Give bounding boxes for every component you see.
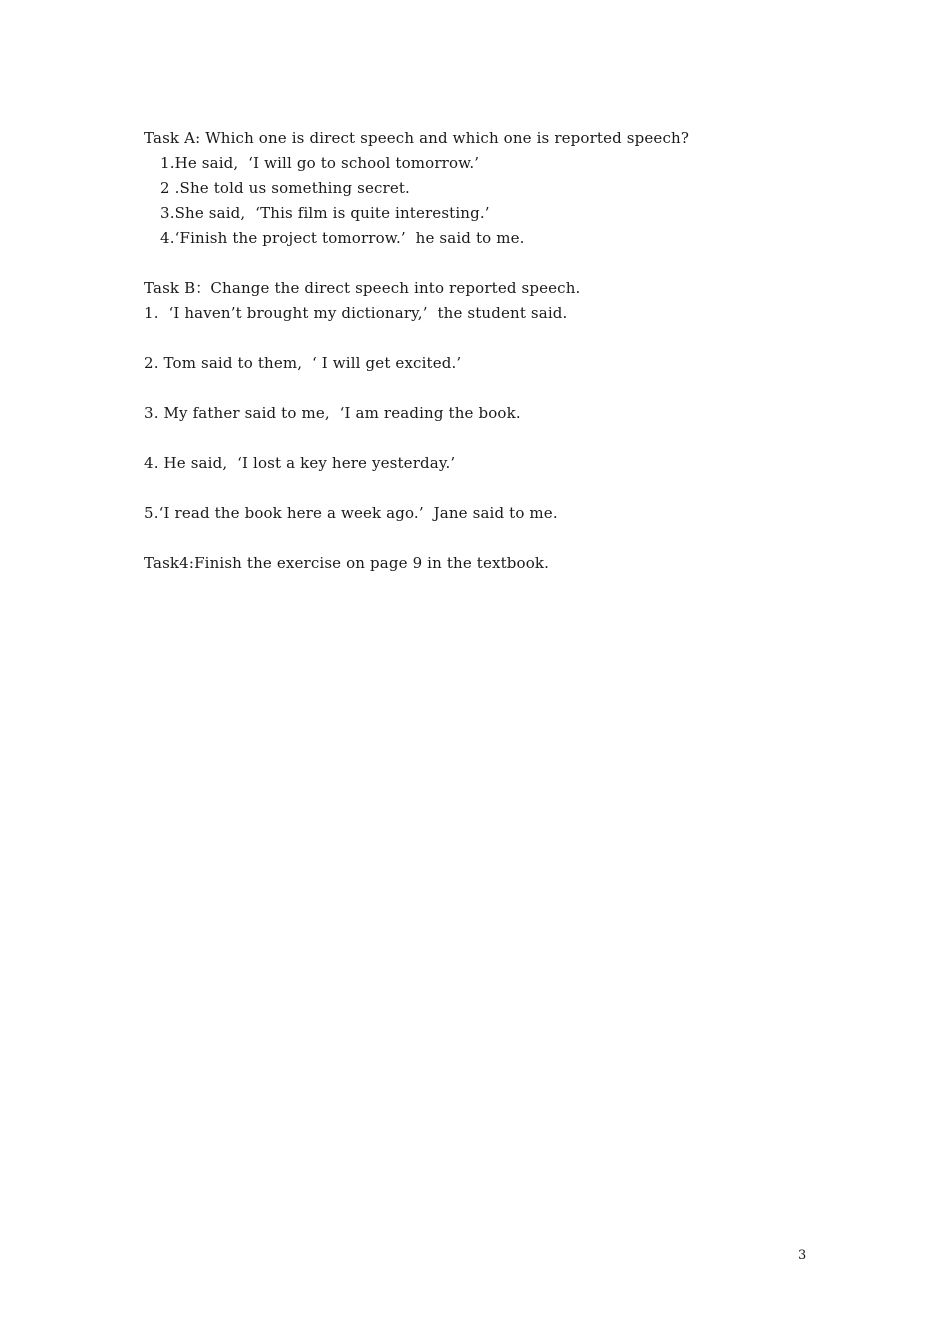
task-b-item-2: 2. Tom said to them, ‘ I will get excited.’ [144,354,462,372]
answer-space-4 [144,476,824,501]
task-4-instruction: Task4:Finish the exercise on page 9 in the textbook. [144,554,550,572]
task-b-item-3: 3. My father said to me, ‘I am reading the book. [144,404,521,422]
task-b-heading: Task B：Change the direct speech into reported speech. [144,279,581,297]
spacer [144,251,824,276]
page-number: 3 [798,1248,807,1263]
task-a-item-3: 3.She said, ‘This film is quite interesting.’ [160,204,490,222]
task-b-item-4: 4. He said, ‘I lost a key here yesterday.’ [144,454,456,472]
task-a-item-1: 1.He said, ‘I will go to school tomorrow.’ [160,154,480,172]
answer-space-1 [144,326,824,351]
answer-space-2 [144,376,824,401]
task-a-heading: Task A: Which one is direct speech and which one is reported speech? [144,129,690,147]
task-b-item-5: 5.‘I read the book here a week ago.’ Jane said to me. [144,504,558,522]
task-a-item-4: 4.‘Finish the project tomorrow.’ he said to me. [160,229,525,247]
worksheet-body [144,126,824,576]
task-b-item-1: 1. ‘I haven’t brought my dictionary,’ the student said. [144,304,568,322]
answer-space-3 [144,426,824,451]
task-a-item-2: 2 .She told us something secret. [160,179,410,197]
answer-space-5 [144,526,824,551]
